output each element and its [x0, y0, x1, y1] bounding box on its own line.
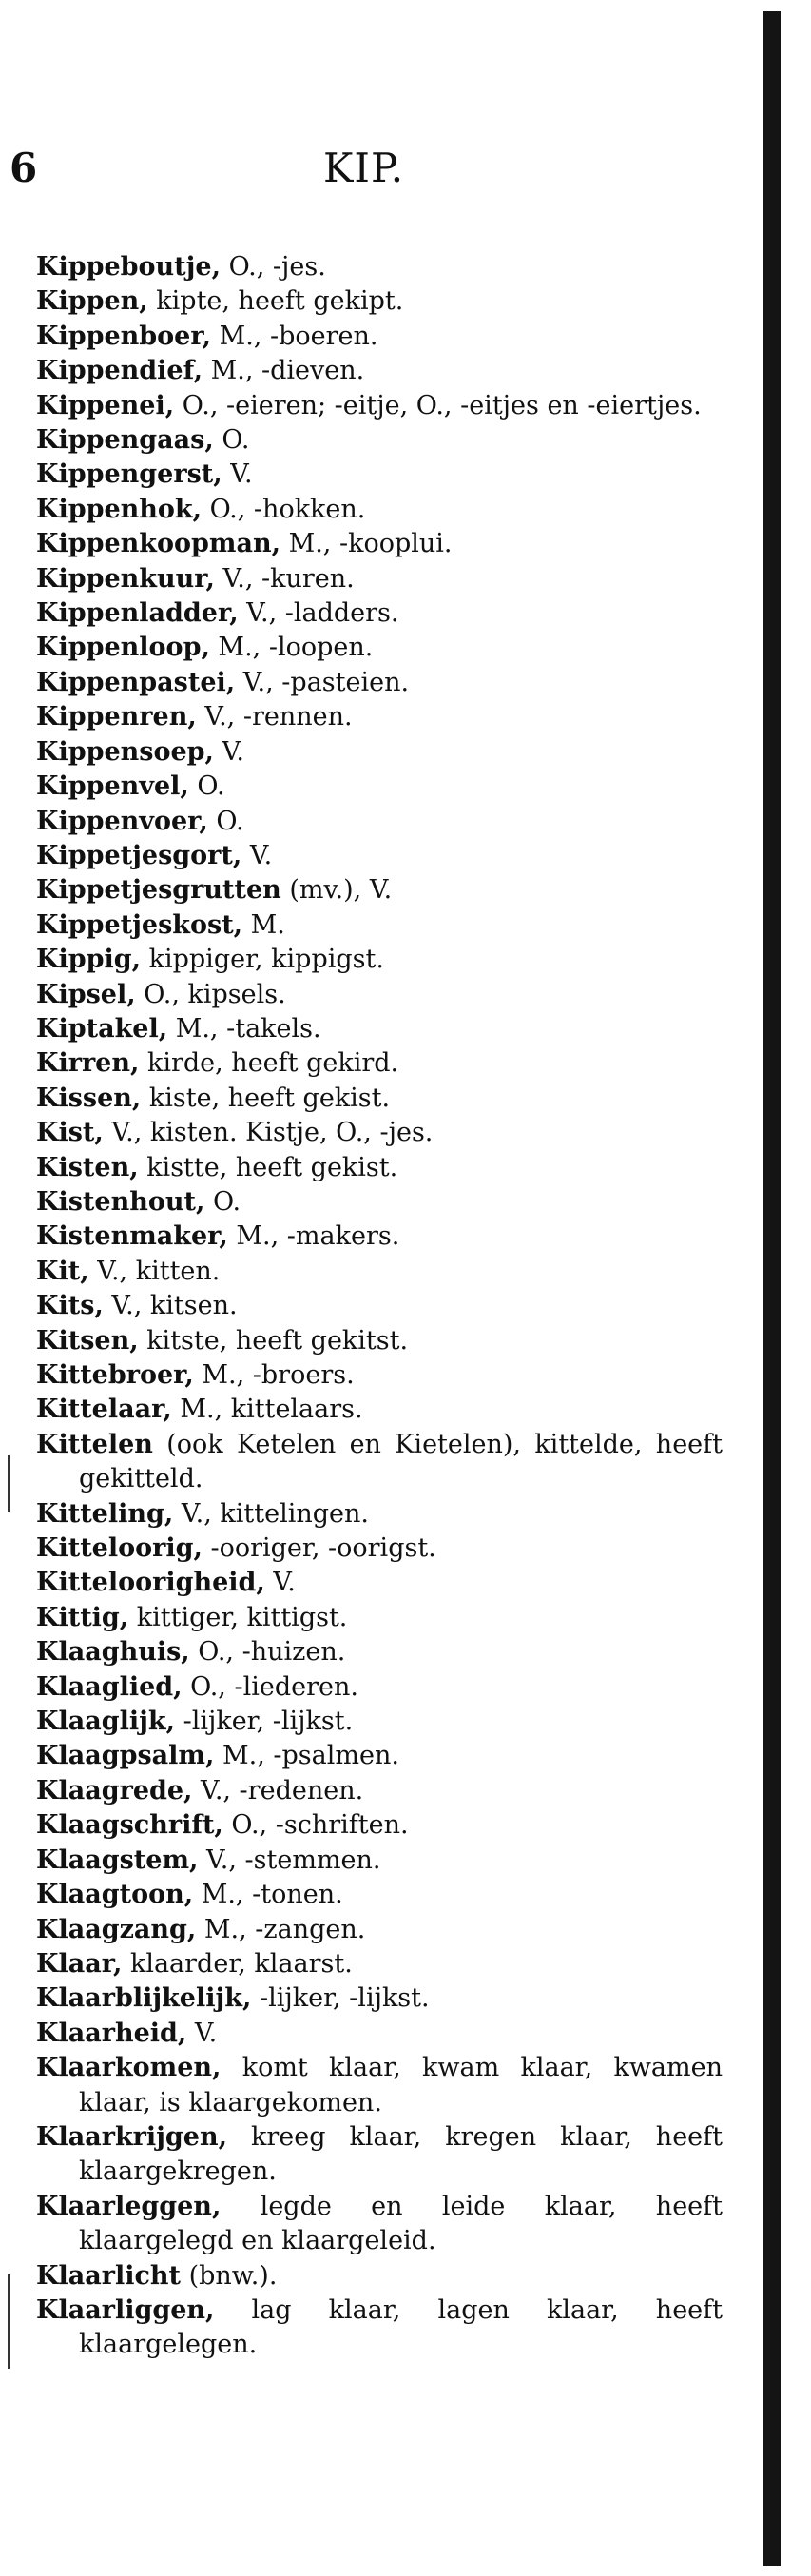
- entry-definition: O., -jes.: [221, 252, 326, 282]
- dictionary-entry: [36, 1082, 723, 1116]
- dictionary-entry: [36, 1151, 723, 1185]
- dictionary-entry: [36, 1358, 723, 1393]
- dictionary-entry: [36, 700, 723, 734]
- entry-headword: Klaarheid,: [36, 2018, 187, 2048]
- entry-definition: O., -schriften.: [222, 1810, 409, 1841]
- entry-headword: Kippengerst,: [36, 459, 222, 490]
- entry-definition: -lijker, -lijkst.: [251, 1983, 430, 2014]
- dictionary-entry: [36, 1913, 723, 1947]
- entry-definition: V., kisten. Kistje, O., -jes.: [103, 1118, 434, 1148]
- entry-definition: legde en leide klaar, heeft klaargelegd en klaargeleid.: [79, 2191, 723, 2256]
- entry-definition: V.: [213, 736, 244, 767]
- entry-headword: Kippenpastei,: [36, 667, 236, 697]
- entry-definition: V., kittelingen.: [173, 1498, 369, 1529]
- dictionary-entry: [36, 735, 723, 770]
- entry-definition: (mv.), V.: [280, 875, 393, 906]
- entry-definition: kitste, heeft gekitst.: [138, 1325, 409, 1356]
- dictionary-entry: [36, 943, 723, 977]
- entry-definition: O., -liederen.: [182, 1671, 358, 1702]
- entry-headword: Klaaglijk,: [36, 1707, 175, 1737]
- entry-definition: V.: [241, 840, 273, 870]
- entry-headword: Klaarblijkelijk,: [36, 1983, 252, 2014]
- dictionary-entry: [36, 1947, 723, 1981]
- entry-headword: Klaarleggen,: [36, 2191, 222, 2221]
- entry-headword: Kittebroer,: [36, 1360, 194, 1390]
- entry-headword: Klaagzang,: [36, 1914, 197, 1944]
- entry-definition: M., -loopen.: [209, 633, 374, 663]
- entry-headword: Kittelaar,: [36, 1395, 172, 1425]
- entry-definition: kippiger, kippigst.: [141, 945, 384, 975]
- entry-headword: Kipsel,: [36, 979, 136, 1009]
- dictionary-entry: [36, 1324, 723, 1358]
- entry-definition: V., -stemmen.: [198, 1844, 381, 1875]
- dictionary-entry: [36, 908, 723, 943]
- entry-definition: M., -takels.: [167, 1013, 321, 1044]
- dictionary-entry: [36, 1497, 723, 1532]
- margin-mark: [8, 1455, 10, 1512]
- dictionary-entry: [36, 1981, 723, 2016]
- entry-definition: V., kitten.: [88, 1256, 221, 1286]
- entry-definition: M., -zangen.: [196, 1914, 366, 1944]
- entry-headword: Klaaglied,: [36, 1671, 183, 1702]
- entry-headword: Klaarkomen,: [36, 2053, 222, 2083]
- entry-definition: V., -rennen.: [196, 702, 353, 732]
- entry-headword: Kippensoep,: [36, 736, 214, 767]
- entry-headword: Kippendief,: [36, 356, 203, 386]
- entry-headword: Kippenladder,: [36, 598, 239, 629]
- dictionary-entry: [36, 2051, 723, 2120]
- dictionary-entry: [36, 2293, 723, 2363]
- entry-headword: Kittelen: [36, 1429, 153, 1459]
- entry-headword: Klaar,: [36, 1948, 123, 1979]
- dictionary-entry: [36, 562, 723, 596]
- entry-headword: Kit,: [36, 1256, 89, 1286]
- entry-headword: Kippenren,: [36, 702, 197, 732]
- dictionary-entry: [36, 423, 723, 458]
- entry-headword: Klaaghuis,: [36, 1637, 190, 1668]
- entry-headword: Kitsen,: [36, 1325, 139, 1356]
- entry-definition: kirde, heeft gekird.: [139, 1048, 399, 1079]
- entry-headword: Klaagpsalm,: [36, 1741, 215, 1771]
- dictionary-entry: [36, 1046, 723, 1081]
- entry-definition: (bnw.).: [181, 2260, 278, 2291]
- dictionary-entry: [36, 1601, 723, 1635]
- dictionary-entry: [36, 2259, 723, 2293]
- dictionary-entry: [36, 1012, 723, 1046]
- entry-headword: Kippengaas,: [36, 425, 214, 456]
- entry-definition: O.: [207, 806, 244, 836]
- margin-mark: [8, 2274, 10, 2369]
- entry-definition: V., -redenen.: [192, 1775, 364, 1805]
- entry-definition: M.: [242, 909, 285, 940]
- dictionary-entry: [36, 1774, 723, 1808]
- entry-definition: kittiger, kittigst.: [128, 1602, 348, 1632]
- entry-headword: Kippenei,: [36, 390, 175, 420]
- entry-headword: Klaagtoon,: [36, 1880, 194, 1910]
- entry-headword: Kippenkoopman,: [36, 529, 280, 559]
- entry-headword: Kippenhok,: [36, 494, 203, 524]
- entry-headword: Kisten,: [36, 1152, 139, 1182]
- dictionary-entry: [36, 354, 723, 388]
- entry-definition: O., kipsels.: [135, 979, 286, 1009]
- dictionary-entry: [36, 839, 723, 873]
- dictionary-entry: [36, 978, 723, 1012]
- dictionary-entry: [36, 1566, 723, 1600]
- entry-definition: V., -ladders.: [238, 598, 399, 629]
- entry-headword: Kippig,: [36, 945, 142, 975]
- entry-definition: klaarder, klaarst.: [122, 1948, 353, 1979]
- entry-definition: M., -makers.: [227, 1221, 400, 1252]
- entry-definition: O.: [188, 771, 225, 802]
- entry-headword: Kippeboutje,: [36, 252, 221, 282]
- entry-headword: Kippetjeskost,: [36, 909, 243, 940]
- entry-definition: O., -hokken.: [202, 494, 366, 524]
- entry-definition: kipte, heeft gekipt.: [147, 286, 404, 317]
- dictionary-entry: [36, 1705, 723, 1739]
- running-head: KIP.: [323, 145, 405, 191]
- entry-headword: Klaarliggen,: [36, 2294, 215, 2325]
- entry-headword: Kiptakel,: [36, 1013, 168, 1044]
- entry-headword: Kippetjesgort,: [36, 840, 242, 870]
- dictionary-entry: [36, 1185, 723, 1220]
- entry-headword: Kitteling,: [36, 1498, 174, 1529]
- binding-edge: [763, 11, 781, 2566]
- dictionary-entry: [36, 1878, 723, 1912]
- entry-definition: V., -pasteien.: [235, 667, 410, 697]
- entry-headword: Kittig,: [36, 1602, 129, 1632]
- dictionary-entry: [36, 1428, 723, 1497]
- entry-headword: Klaagstem,: [36, 1844, 199, 1875]
- entry-definition: (ook Ketelen en Kietelen), kittelde, heeft gekitteld.: [79, 1429, 723, 1494]
- entry-headword: Kippenloop,: [36, 633, 210, 663]
- dictionary-entry: [36, 1532, 723, 1566]
- entry-definition: kreeg klaar, kregen klaar, heeft klaargekregen.: [79, 2121, 723, 2187]
- entry-headword: Kitteloorig,: [36, 1533, 203, 1564]
- dictionary-entry: [36, 1289, 723, 1323]
- entry-headword: Kitteloorigheid,: [36, 1568, 265, 1598]
- entry-headword: Klaagrede,: [36, 1775, 193, 1805]
- dictionary-entry: [36, 1739, 723, 1773]
- entry-headword: Klaarkrijgen,: [36, 2121, 227, 2152]
- dictionary-entry: [36, 1635, 723, 1669]
- dictionary-entry: [36, 596, 723, 631]
- dictionary-entry: [36, 389, 723, 423]
- entry-headword: Kippenvoer,: [36, 806, 208, 836]
- entry-definition: M., -dieven.: [203, 356, 365, 386]
- entry-headword: Klaagschrift,: [36, 1810, 223, 1841]
- dictionary-entry: [36, 631, 723, 665]
- entry-headword: Kistenmaker,: [36, 1221, 228, 1252]
- entry-definition: M., -psalmen.: [214, 1741, 399, 1771]
- dictionary-entry: [36, 2190, 723, 2259]
- dictionary-entry: [36, 284, 723, 319]
- entry-definition: M., -tonen.: [193, 1880, 343, 1910]
- dictionary-entry: [36, 1116, 723, 1150]
- entry-definition: -ooriger, -oorigst.: [202, 1533, 436, 1564]
- entry-definition: V.: [222, 459, 253, 490]
- dictionary-entry: [36, 1255, 723, 1289]
- entry-definition: lag klaar, lagen klaar, heeft klaargelegen.: [79, 2294, 723, 2360]
- entry-definition: -lijker, -lijkst.: [174, 1707, 354, 1737]
- entry-headword: Kist,: [36, 1118, 104, 1148]
- entry-definition: komt klaar, kwam klaar, kwamen klaar, is klaargekomen.: [79, 2053, 723, 2117]
- entry-definition: V., kitsen.: [103, 1291, 238, 1321]
- entry-headword: Kits,: [36, 1291, 104, 1321]
- dictionary-entry-list: [36, 250, 723, 2363]
- dictionary-entry: [36, 2017, 723, 2051]
- entry-headword: Kippenkuur,: [36, 563, 215, 594]
- dictionary-entry: [36, 250, 723, 284]
- entry-definition: O., -huizen.: [189, 1637, 346, 1668]
- dictionary-entry: [36, 805, 723, 839]
- entry-headword: Kippenboer,: [36, 321, 212, 351]
- page-number: 6: [10, 145, 38, 191]
- dictionary-entry: [36, 1393, 723, 1427]
- entry-definition: M., -kooplui.: [280, 529, 453, 559]
- entry-definition: M., kittelaars.: [171, 1395, 363, 1425]
- entry-headword: Kirren,: [36, 1048, 140, 1079]
- dictionary-entry: [36, 873, 723, 907]
- dictionary-entry: [36, 770, 723, 804]
- entry-headword: Kippen,: [36, 286, 148, 317]
- entry-headword: Kippetjesgrutten: [36, 875, 281, 906]
- entry-headword: Kistenhout,: [36, 1186, 205, 1217]
- entry-definition: O., -eieren; -eitje, O., -eitjes en -eiertjes.: [174, 390, 702, 420]
- entry-headword: Kippenvel,: [36, 771, 189, 802]
- entry-definition: M., -boeren.: [211, 321, 378, 351]
- dictionary-entry: [36, 666, 723, 700]
- entry-definition: O.: [204, 1186, 241, 1217]
- entry-definition: O.: [213, 425, 250, 456]
- dictionary-entry: [36, 1220, 723, 1254]
- entry-definition: kiste, heeft gekist.: [141, 1083, 391, 1113]
- entry-headword: Kissen,: [36, 1083, 142, 1113]
- entry-definition: M., -broers.: [193, 1360, 355, 1390]
- entry-definition: kistte, heeft gekist.: [138, 1152, 398, 1182]
- dictionary-entry: [36, 458, 723, 492]
- dictionary-entry: [36, 493, 723, 527]
- dictionary-entry: [36, 1808, 723, 1843]
- dictionary-entry: [36, 1844, 723, 1878]
- dictionary-entry: [36, 2120, 723, 2190]
- entry-definition: V.: [264, 1568, 296, 1598]
- entry-definition: V., -kuren.: [214, 563, 355, 594]
- entry-headword: Klaarlicht: [36, 2260, 181, 2291]
- dictionary-entry: [36, 527, 723, 561]
- dictionary-entry: [36, 320, 723, 354]
- entry-definition: V.: [186, 2018, 218, 2048]
- dictionary-entry: [36, 1670, 723, 1705]
